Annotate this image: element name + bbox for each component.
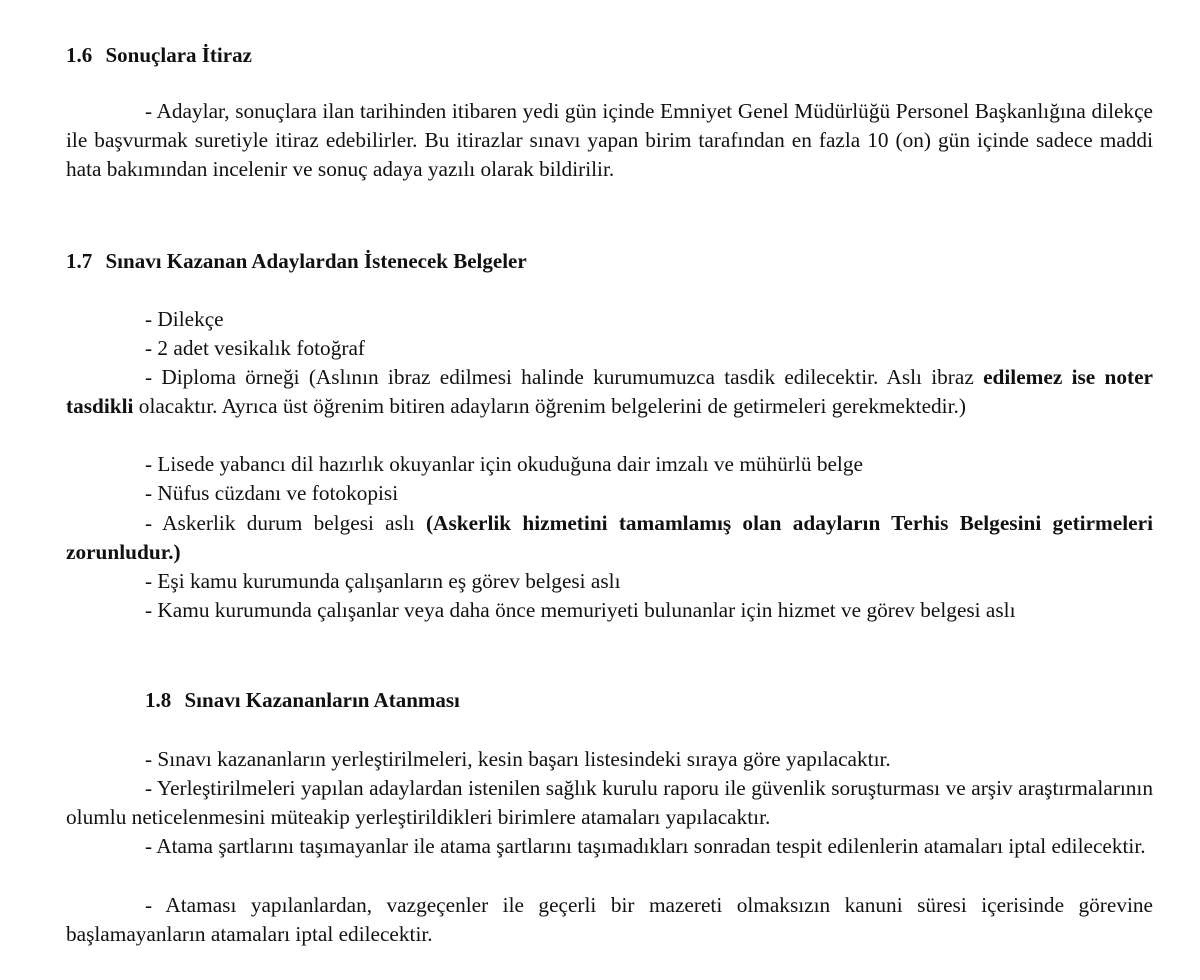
list-item-askerlik (66, 509, 1153, 567)
list-item-fotograf: - 2 adet vesikalık fotoğraf (145, 336, 365, 360)
list-item-kamu: - Kamu kurumunda çalışanlar veya daha önce memuriyeti bulunanlar için hizmet ve görev belgesi aslı (145, 598, 1016, 622)
diploma-text-end: olacaktır. Ayrıca üst öğrenim bitiren adayların öğrenim belgelerini de getirmeleri gerekmektedir.) (133, 394, 966, 418)
section-title: Sonuçlara İtiraz (105, 43, 252, 67)
paragraph-yerlestirme: - Sınavı kazananların yerleştirilmeleri, kesin başarı listesindeki sıraya göre yapılacaktır. (145, 747, 891, 771)
paragraph-atama-saglik: - Yerleştirilmeleri yapılan adaylardan istenilen sağlık kurulu raporu ile güvenlik soruşturması ve arşiv araştırmalarının olumlu neticelenmesini müteakip yerleştirildikleri birimlere atamaları yapılacaktır. (66, 776, 1153, 829)
section-title: Sınavı Kazananların Atanması (184, 688, 460, 712)
askerlik-bold-text: (Askerlik hizmetini tamamlamış olan adayların Terhis Belgesini getirmeleri zorunludur.) (66, 511, 1153, 564)
diploma-text: - Diploma örneği (Aslının ibraz edilmesi halinde kurumumuzca tasdik edilecektir. Aslı ibraz (145, 365, 984, 389)
section-number: 1.8 (145, 688, 172, 712)
list-item-lise: - Lisede yabancı dil hazırlık okuyanlar için okuduğuna dair imzalı ve mühürlü belge (145, 452, 863, 476)
section-title: Sınavı Kazanan Adaylardan İstenecek Belgeler (105, 249, 527, 273)
paragraph-itiraz: - Adaylar, sonuçlara ilan tarihinden itibaren yedi gün içinde Emniyet Genel Müdürlüğü Personel Başkanlığına dilekçe ile başvurmak suretiyle itiraz edebilirler. Bu itirazlar sınavı yapan birim tarafından en fazla 10 (on) gün içinde sadece maddi hata bakımından incelenir ve sonuç adaya yazılı olarak bildirilir. (66, 99, 1153, 181)
section-heading-1-6 (66, 41, 252, 69)
diploma-bold-text: edilemez ise noter tasdikli (66, 365, 1153, 418)
list-item-dilekce: - Dilekçe (145, 307, 224, 331)
paragraph-atama-iptal: - Ataması yapılanlardan, vazgeçenler ile geçerli bir mazereti olmaksızın kanuni süresi içerisinde görevine başlamayanların atamaları iptal edilecektir. (66, 893, 1153, 946)
askerlik-text: - Askerlik durum belgesi aslı (145, 511, 426, 535)
list-item-diploma (66, 363, 1153, 421)
section-number: 1.7 (66, 249, 93, 273)
paragraph-atama-sartlari: - Atama şartlarını taşımayanlar ile atama şartlarını taşımadıkları sonradan tespit edilenlerin atamaları iptal edilecektir. (145, 834, 1146, 858)
list-item-nufus: - Nüfus cüzdanı ve fotokopisi (145, 481, 399, 505)
section-heading-1-8 (145, 686, 460, 714)
list-item-esi: - Eşi kamu kurumunda çalışanların eş görev belgesi aslı (145, 569, 621, 593)
section-number: 1.6 (66, 43, 93, 67)
section-heading-1-7 (66, 247, 527, 275)
